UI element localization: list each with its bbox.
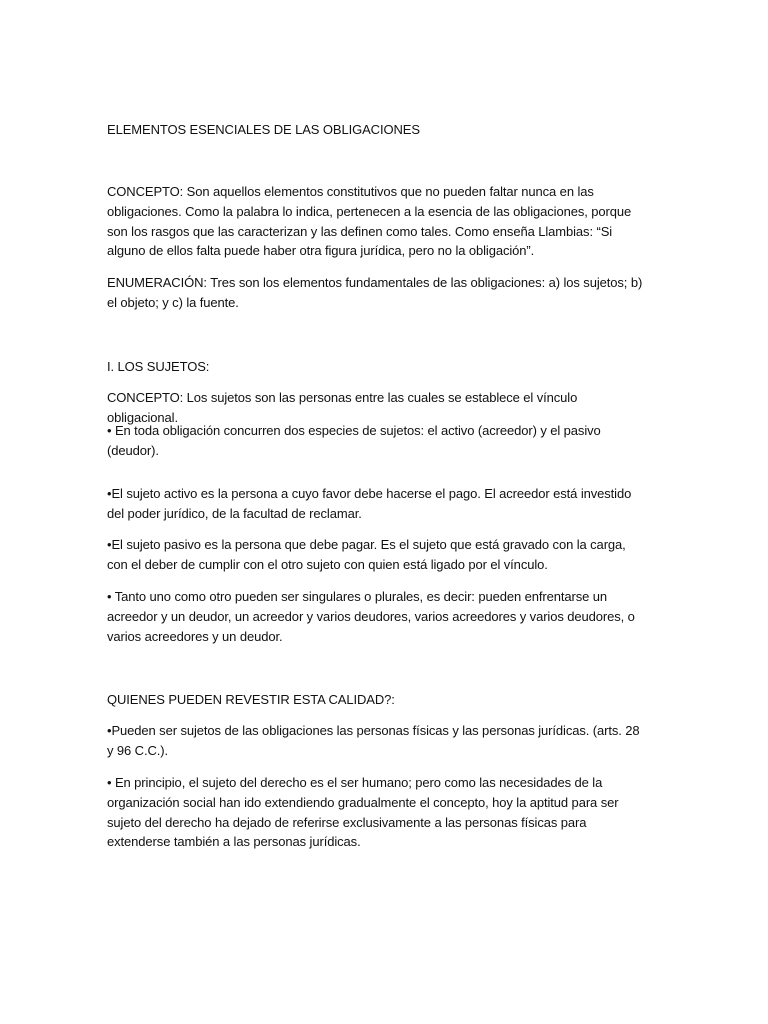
document-title: ELEMENTOS ESENCIALES DE LAS OBLIGACIONES <box>107 122 420 137</box>
bullet-especies-sujetos: • En toda obligación concurren dos especies de sujetos: el activo (acreedor) y el pasivo (deudor). <box>107 423 601 458</box>
bullet-singulares-plurales: • Tanto uno como otro pueden ser singulares o plurales, es decir: pueden enfrentarse un acreedor y un deudor, un acreedor y varios deudores, varios acreedores y varios deudores, o varios acreedores y un deudor. <box>107 589 635 644</box>
concepto-sujetos-paragraph: CONCEPTO: Los sujetos son las personas entre las cuales se establece el vínculo obligacional. <box>107 390 578 425</box>
enumeracion-paragraph: ENUMERACIÓN: Tres son los elementos fundamentales de las obligaciones: a) los sujetos; b) el objeto; y c) la fuente. <box>107 275 643 310</box>
concepto-paragraph: CONCEPTO: Son aquellos elementos constitutivos que no pueden faltar nunca en las obligaciones. Como la palabra lo indica, pertenecen a la esencia de las obligaciones, porque son los rasgos que las caracterizan y las definen como tales. Como enseña Llambias: “Si alguno de ellos falta puede haber otra figura jurídica, pero no la obligación”. <box>107 184 632 259</box>
bullet-sujeto-activo: •El sujeto activo es la persona a cuyo favor debe hacerse el pago. El acreedor está investido del poder jurídico, de la facultad de reclamar. <box>107 486 632 521</box>
bullet-personas: •Pueden ser sujetos de las obligaciones las personas físicas y las personas jurídicas. (arts. 28 y 96 C.C.). <box>107 723 640 758</box>
section-heading-sujetos: I. LOS SUJETOS: <box>107 359 210 374</box>
section-heading-quienes: QUIENES PUEDEN REVESTIR ESTA CALIDAD?: <box>107 692 395 707</box>
bullet-principio: • En principio, el sujeto del derecho es el ser humano; pero como las necesidades de la organización social han ido extendiendo gradualmente el concepto, hoy la aptitud para ser sujeto del derecho ha dejado de referirse exclusivamente a las personas físicas para extenderse también a las personas jurídicas. <box>107 775 619 850</box>
bullet-sujeto-pasivo: •El sujeto pasivo es la persona que debe pagar. Es el sujeto que está gravado con la carga, con el deber de cumplir con el otro sujeto con quien está ligado por el vínculo. <box>107 537 626 572</box>
